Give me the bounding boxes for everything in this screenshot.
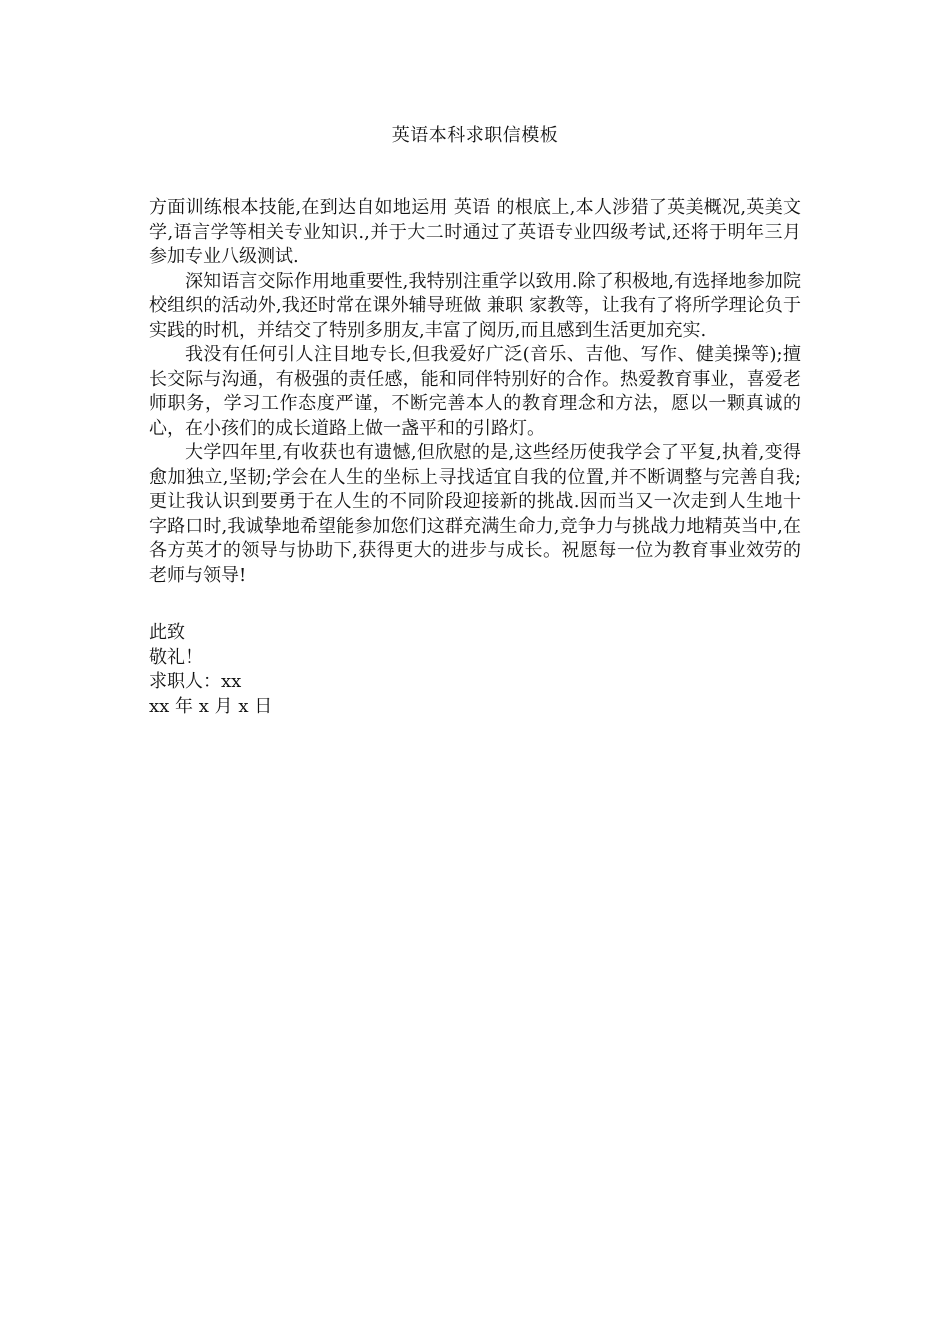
closing-date: xx 年 x 月 x 日 [149, 695, 273, 717]
document-title: 英语本科求职信模板 [391, 125, 559, 146]
closing-signature: 求职人：xx [149, 671, 242, 692]
letter-closing [149, 621, 272, 719]
closing-regards: 敬礼！ [149, 646, 203, 668]
closing-salutation: 此致 [149, 622, 185, 643]
letter-body [149, 196, 801, 588]
paragraph-4: 大学四年里,有收获也有遗憾,但欣慰的是,这些经历使我学会了平复,执着,变得愈加独立,坚韧;学会在人生的坐标上寻找适宜自我的位置,并不断调整与完善自我;更让我认识到要勇于在人生的不同阶段迎接新的挑战.因而当又一次走到人生地十字路口时,我诚挚地希望能参加您们这群充满生命力,竞争力与挑战力地精英当中,在各方英才的领导与协助下,获得更大的进步与成长。祝愿每一位为教育事业效劳的老师与领导! [149, 442, 801, 586]
paragraph-1: 方面训练根本技能,在到达自如地运用 英语 的根底上,本人涉猎了英美概况,英美文学,语言学等相关专业知识.,并于大二时通过了英语专业四级考试,还将于明年三月参加专业八级测试. [149, 197, 801, 267]
paragraph-3: 我没有任何引人注目地专长,但我爱好广泛(音乐、吉他、写作、健美操等);擅长交际与沟通，有极强的责任感，能和同伴特别好的合作。热爱教育事业，喜爱老师职务，学习工作态度严谨，不断完善本人的教育理念和方法，愿以一颗真诚的心，在小孩们的成长道路上做一盏平和的引路灯。 [149, 344, 801, 439]
paragraph-2: 深知语言交际作用地重要性,我特别注重学以致用.除了积极地,有选择地参加院校组织的活动外,我还时常在课外辅导班做 兼职 家教等，让我有了将所学理论负于实践的时机，并结交了特别多朋友,丰富了阅历,而且感到生活更加充实. [149, 270, 801, 341]
